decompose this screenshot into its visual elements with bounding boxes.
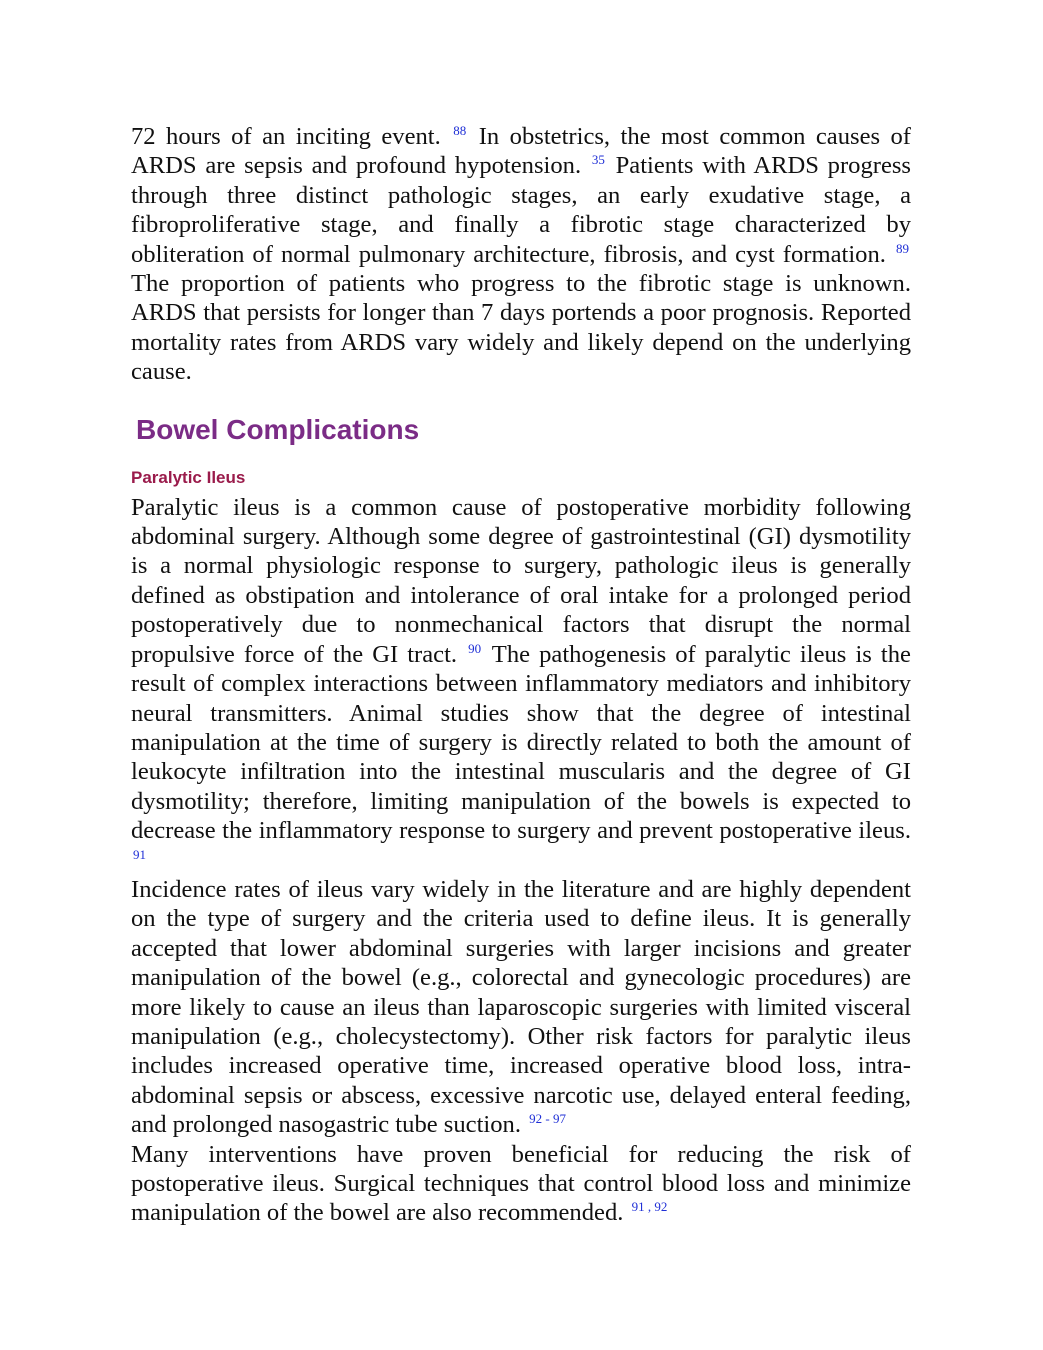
citation-link[interactable]: 88 <box>453 123 467 138</box>
intro-text-3: Patients with ARDS progress through three distinct pathologic stages, an early exudative stage, a fibroproliferative stage, and finally a fibrotic stage characterized by obliteration of normal pulmonary architecture, fibrosis, and cyst formation. <box>131 152 912 268</box>
intro-text-4: The proportion of patients who progress to the fibrotic stage is unknown. ARDS that persists for longer than 7 days portends a poor prognosis. Reported mortality rates from ARDS vary widely and likely depend on the underlying cause. <box>131 270 911 386</box>
p3-text-1: Many interventions have proven beneficial for reducing the risk of postoperative ileus. Surgical techniques that control blood loss and minimize manipulation of the bowel are also recommended. <box>131 1140 911 1227</box>
intro-paragraph <box>131 122 911 387</box>
ileus-paragraph-1 <box>131 493 911 875</box>
citation-link[interactable]: 91 <box>133 846 146 862</box>
document-page <box>131 122 911 1228</box>
ileus-paragraph-2 <box>131 875 911 1140</box>
section-heading: Bowel Complications <box>136 413 420 445</box>
intro-text-1: 72 hours of an inciting event. <box>131 123 441 150</box>
intro-text-2: In obstetrics, the most common causes of ARDS are sepsis and profound hypotension. <box>131 123 911 180</box>
citation-link[interactable]: 89 <box>896 240 909 256</box>
citation-link[interactable]: 90 <box>468 640 482 656</box>
ileus-paragraph-3 <box>131 1140 911 1228</box>
p1-text-1: Paralytic ileus is a common cause of postoperative morbidity following abdominal surgery. Although some degree of gastrointestinal (GI) dysmotility is a normal physiologic response to surgery, pathologic ileus is generally defined as obstipation and intolerance of oral intake for a prolonged period postoperatively due to nonmechanical factors that disrupt the normal propulsive force of the GI tract. <box>131 493 911 668</box>
p1-text-2: The pathogenesis of paralytic ileus is the result of complex interactions between inflammatory mediators and inhibitory neural transmitters. Animal studies show that the degree of intestinal manipulation at the time of surgery is directly related to both the amount of leukocyte infiltration into the intestinal muscularis and the degree of GI dysmotility; therefore, limiting manipulation of the bowels is expected to decrease the inflammatory response to surgery and prevent postoperative ileus. <box>131 640 911 845</box>
sub-heading: Paralytic Ileus <box>131 467 246 487</box>
p2-text-1: Incidence rates of ileus vary widely in the literature and are highly dependent on the type of surgery and the criteria used to define ileus. It is generally accepted that lower abdominal surgeries with larger incisions and greater manipulation of the bowel (e.g., colorectal and gynecologic procedures) are more likely to cause an ileus than laparoscopic surgeries with limited visceral manipulation (e.g., cholecystectomy). Other risk factors for paralytic ileus includes increased operative time, increased operative blood loss, intra-abdominal sepsis or abscess, excessive narcotic use, delayed enteral feeding, and prolonged nasogastric tube suction. <box>131 875 911 1139</box>
citation-link[interactable]: 92 - 97 <box>529 1111 566 1127</box>
citation-link[interactable]: 91 , 92 <box>631 1199 668 1215</box>
citation-link[interactable]: 35 <box>591 152 605 168</box>
